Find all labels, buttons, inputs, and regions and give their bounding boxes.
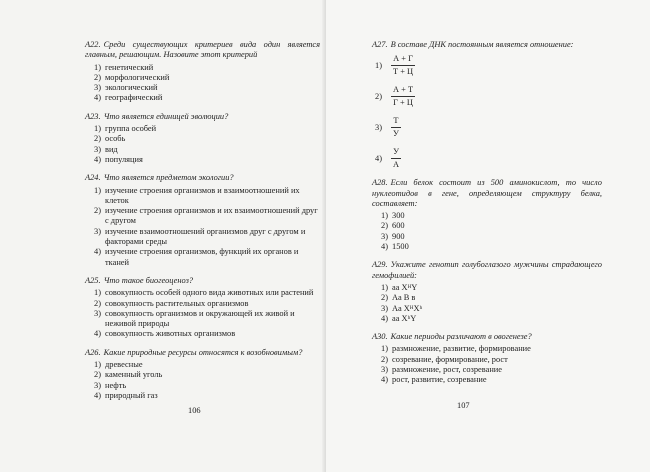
answer-option: [372, 365, 602, 375]
question-a23: [85, 112, 320, 165]
question-heading: [85, 173, 320, 183]
option-number: 1): [94, 124, 101, 134]
option-number: 1): [375, 61, 382, 71]
answer-option: [372, 283, 602, 293]
option-number: 1): [94, 62, 101, 72]
question-text: Что является предметом экологии?: [103, 173, 234, 183]
right-questions: [372, 40, 602, 394]
answer-option: [372, 355, 602, 365]
fraction: [391, 147, 401, 170]
question-text: Что является единицей эволюции?: [103, 111, 229, 121]
option-text: совокупность животных организмов: [105, 329, 236, 339]
option-number: 4): [94, 93, 101, 103]
question-a26: [85, 348, 320, 401]
option-text: популяция: [105, 154, 143, 164]
option-text: совокупность организмов и окружающей их живой и неживой природы: [105, 308, 295, 329]
option-number: 3): [94, 380, 101, 390]
option-number: 3): [94, 226, 101, 236]
question-text: Укажите генотип голубоглазого мужчины страдающего гемофилией:: [372, 260, 602, 280]
option-number: 2): [375, 92, 382, 102]
option-text: изучение строения организмов, функций их органов и тканей: [105, 247, 299, 267]
answer-option: [372, 375, 602, 385]
answer-option: [85, 299, 320, 309]
question-heading: [85, 276, 320, 286]
option-number: 1): [381, 211, 388, 221]
question-heading: [85, 112, 320, 122]
answer-option: [85, 370, 320, 380]
answer-options: [372, 344, 602, 385]
answer-option: [85, 145, 320, 155]
question-text: Какие периоды различают в овогенезе?: [390, 332, 532, 342]
answer-option: [372, 232, 602, 242]
answer-options: [372, 211, 602, 252]
option-number: 3): [94, 83, 101, 93]
option-number: 2): [381, 354, 388, 364]
fraction-denominator: А: [393, 160, 400, 170]
option-number: 4): [94, 329, 101, 339]
answer-option: [85, 83, 320, 93]
option-number: 2): [381, 221, 388, 231]
option-text: 300: [392, 211, 405, 221]
option-number: 3): [94, 144, 101, 154]
option-number: 1): [381, 344, 388, 354]
answer-option: [85, 329, 320, 339]
option-text: экологический: [105, 83, 158, 93]
option-text: рост, развитие, созревание: [392, 375, 487, 385]
option-number: 4): [381, 313, 388, 323]
option-number: 3): [381, 365, 388, 375]
option-text: созревание, формирование, рост: [392, 354, 508, 364]
option-number: 4): [381, 242, 388, 252]
option-text: генетический: [105, 62, 154, 72]
option-number: 1): [381, 282, 388, 292]
ratio-option: [375, 147, 602, 170]
question-a27: [372, 40, 602, 170]
answer-option: [372, 304, 602, 314]
question-number: А29.: [372, 260, 388, 270]
option-number: 3): [381, 303, 388, 313]
answer-option: [372, 221, 602, 231]
page-number-left: 106: [188, 406, 201, 415]
option-number: 3): [94, 308, 101, 318]
option-text: вид: [105, 144, 118, 154]
option-number: 2): [94, 134, 101, 144]
question-heading: [85, 348, 320, 358]
option-text: аа XʰY: [392, 313, 417, 323]
option-number: 4): [375, 154, 382, 164]
fraction-denominator: У: [393, 129, 399, 139]
question-text: В составе ДНК постоянным является отношение:: [390, 40, 574, 49]
option-number: 2): [94, 298, 101, 308]
option-text: особь: [105, 134, 126, 144]
question-a29: [372, 260, 602, 324]
option-text: географический: [105, 93, 163, 103]
answer-option: [85, 360, 320, 370]
option-text: Аа XᴴXʰ: [392, 303, 423, 313]
left-questions: [85, 40, 320, 409]
fraction-numerator: А + Г: [391, 54, 415, 66]
option-text: нефть: [105, 380, 127, 390]
option-text: Аа В в: [392, 293, 416, 303]
option-number: 1): [94, 288, 101, 298]
question-number: А28.: [372, 178, 388, 188]
fraction: [391, 54, 415, 77]
question-number: А27.: [372, 40, 388, 49]
question-a30: [372, 332, 602, 385]
answer-option: [85, 227, 320, 248]
question-number: А23.: [85, 111, 101, 121]
question-text: Если белок состоит из 500 аминокислот, то число нуклеотидов в гене, определяющем структуру белка, составляет:: [372, 178, 602, 208]
option-number: 2): [381, 293, 388, 303]
answer-option: [85, 63, 320, 73]
question-a22: [85, 40, 320, 104]
option-text: изучение строения организмов и взаимоотношений их клеток: [105, 185, 300, 205]
ratio-options: [372, 54, 602, 170]
question-text: Среди существующих критериев вида один является главным, решающим. Назовите этот критерий: [85, 40, 320, 60]
answer-option: [85, 134, 320, 144]
answer-option: [372, 293, 602, 303]
option-text: совокупность особей одного вида животных или растений: [105, 288, 314, 298]
option-number: 2): [94, 370, 101, 380]
option-number: 2): [94, 206, 101, 216]
answer-option: [85, 247, 320, 268]
answer-option: [372, 314, 602, 324]
question-a24: [85, 173, 320, 268]
answer-options: [85, 288, 320, 339]
ratio-option: [375, 85, 602, 108]
fraction: [391, 116, 401, 139]
option-number: 4): [94, 154, 101, 164]
ratio-option: [375, 54, 602, 77]
option-text: группа особей: [105, 124, 157, 134]
option-text: природный газ: [105, 390, 158, 400]
option-number: 3): [375, 123, 382, 133]
question-text: Какие природные ресурсы относятся к возобновимым?: [103, 347, 303, 357]
fraction-numerator: А + Т: [391, 85, 415, 97]
option-text: размножение, развитие, формирование: [392, 344, 531, 354]
option-text: каменный уголь: [105, 370, 163, 380]
question-text: Что такое биогеоценоз?: [103, 275, 194, 285]
option-number: 4): [94, 390, 101, 400]
answer-option: [85, 391, 320, 401]
option-text: 900: [392, 231, 405, 241]
option-number: 4): [94, 247, 101, 257]
option-text: совокупность растительных организмов: [105, 298, 249, 308]
page-number-right: 107: [457, 401, 470, 410]
answer-option: [85, 93, 320, 103]
option-text: морфологический: [105, 72, 170, 82]
answer-option: [372, 344, 602, 354]
option-text: размножение, рост, созревание: [392, 365, 502, 375]
question-number: А26.: [85, 347, 101, 357]
question-a28: [372, 178, 602, 252]
answer-options: [372, 283, 602, 324]
option-text: 1500: [392, 242, 409, 252]
option-number: 1): [94, 360, 101, 370]
question-heading: [372, 332, 602, 342]
answer-option: [85, 124, 320, 134]
option-number: 2): [94, 72, 101, 82]
answer-option: [85, 73, 320, 83]
option-text: аа XᴴY: [392, 282, 418, 292]
option-number: 4): [381, 375, 388, 385]
option-text: изучение взаимоотношений организмов друг с другом и факторами среды: [105, 226, 306, 247]
fraction-denominator: Г + Ц: [393, 98, 413, 108]
fraction: [391, 85, 415, 108]
option-number: 3): [381, 231, 388, 241]
answer-option: [85, 186, 320, 207]
answer-option: [372, 211, 602, 221]
fraction-numerator: У: [391, 147, 401, 159]
answer-options: [85, 360, 320, 401]
answer-option: [85, 288, 320, 298]
fraction-denominator: Т + Ц: [393, 67, 414, 77]
question-number: А24.: [85, 173, 101, 183]
fraction-numerator: Т: [391, 116, 400, 128]
answer-option: [85, 206, 320, 227]
question-number: А25.: [85, 275, 101, 285]
answer-options: [85, 186, 320, 268]
answer-options: [85, 63, 320, 104]
question-a25: [85, 276, 320, 340]
answer-option: [372, 242, 602, 252]
answer-option: [85, 155, 320, 165]
question-heading: [372, 40, 602, 50]
question-heading: [372, 178, 602, 209]
ratio-option: [375, 116, 602, 139]
option-text: 600: [392, 221, 405, 231]
question-heading: [85, 40, 320, 61]
right-page: [326, 0, 650, 472]
answer-option: [85, 309, 320, 330]
question-number: А30.: [372, 332, 388, 342]
answer-option: [85, 381, 320, 391]
option-text: древесные: [105, 360, 143, 370]
answer-options: [85, 124, 320, 165]
option-text: изучение строения организмов и их взаимоотношений друг с другом: [105, 206, 318, 226]
question-number: А22.: [85, 40, 101, 49]
question-heading: [372, 260, 602, 281]
option-number: 1): [94, 185, 101, 195]
